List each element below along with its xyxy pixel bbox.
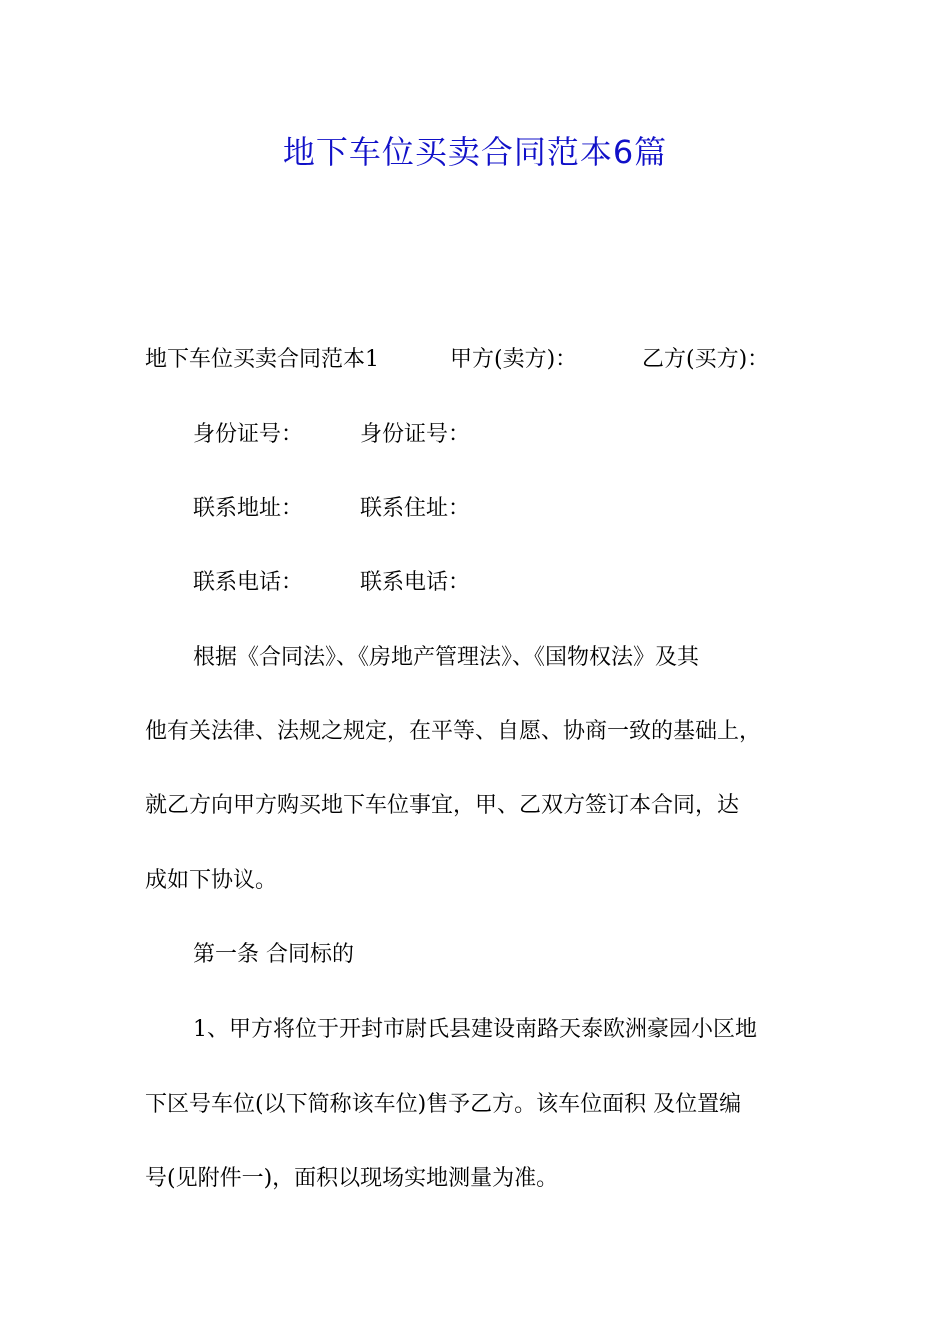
clause-line: 下区号车位(以下简称该车位)售予乙方。该车位面积 及位置编 xyxy=(145,1092,742,1117)
clause-line: 号(见附件一)，面积以现场实地测量为准。 xyxy=(145,1166,559,1191)
party-b-label: 乙方(买方)： xyxy=(642,347,770,372)
preamble-line: 他有关法律、法规之规定，在平等、自愿、协商一致的基础上， xyxy=(145,719,762,744)
party-b-address-label: 联系住址： xyxy=(360,496,471,521)
preamble-line: 根据《合同法》、《房地产管理法》、《国物权法》及其 xyxy=(193,645,700,670)
preamble-line: 成如下协议。 xyxy=(145,868,278,893)
preamble-line: 就乙方向甲方购买地下车位事宜，甲、乙双方签订本合同，达 xyxy=(145,793,740,818)
document-title: 地下车位买卖合同范本6篇 xyxy=(282,133,668,171)
party-a-label: 甲方(卖方)： xyxy=(450,347,578,372)
article-heading: 第一条 合同标的 xyxy=(193,942,354,967)
party-b-phone-label: 联系电话： xyxy=(360,570,471,595)
party-a-phone-label: 联系电话： xyxy=(193,570,304,595)
contract-section-label: 地下车位买卖合同范本1 xyxy=(145,347,379,372)
party-a-id-label: 身份证号： xyxy=(193,422,304,447)
party-a-address-label: 联系地址： xyxy=(193,496,304,521)
party-b-id-label: 身份证号： xyxy=(360,422,471,447)
clause-line: 1、甲方将位于开封市尉氏县建设南路天泰欧洲豪园小区地 xyxy=(193,1017,757,1042)
